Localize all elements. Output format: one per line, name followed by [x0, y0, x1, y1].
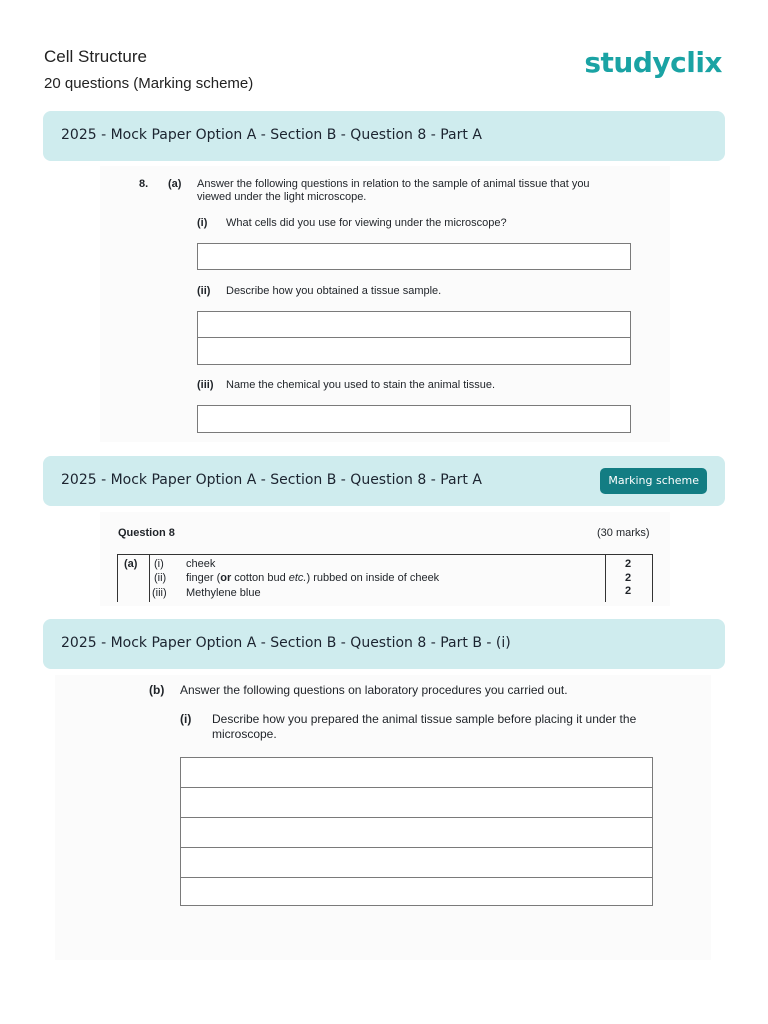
question-banner-8b [43, 619, 725, 669]
answer-box [197, 311, 631, 338]
item-number: (i) [197, 217, 208, 229]
item-text-line1: Describe how you prepared the animal tissue sample before placing it under the [212, 712, 637, 726]
question-part: (b) [149, 683, 165, 697]
question-paper-8a [100, 166, 670, 442]
table-row-number: (iii) [152, 587, 167, 599]
question-part: (a) [168, 178, 182, 190]
table-part: (a) [124, 558, 138, 570]
banner-title: 2025 - Mock Paper Option A - Section B - Question 8 - Part B - (i) [61, 635, 511, 651]
table-divider [149, 555, 150, 602]
answer-line-box [180, 817, 653, 848]
item-text: Name the chemical you used to stain the animal tissue. [226, 379, 496, 391]
answer-line-box [180, 757, 653, 788]
item-text: Describe how you obtained a tissue sample. [226, 285, 442, 297]
answer-box [197, 243, 631, 270]
document-title: Cell Structure [44, 47, 147, 66]
banner-title: 2025 - Mock Paper Option A - Section B - Question 8 - Part A [61, 472, 482, 488]
table-row-mark: 2 [625, 585, 632, 597]
banner-title: 2025 - Mock Paper Option A - Section B - Question 8 - Part A [61, 127, 482, 143]
marking-scheme-table [117, 554, 653, 602]
marking-scheme-heading: Question 8 [118, 527, 175, 539]
table-row-mark: 2 [625, 558, 632, 570]
item-number: (i) [180, 712, 192, 726]
item-text: What cells did you use for viewing under the microscope? [226, 217, 507, 229]
answer-line-box [180, 877, 653, 906]
marking-scheme-banner-8a [43, 456, 725, 506]
table-row-number: (ii) [154, 572, 167, 584]
question-intro-line2: viewed under the light microscope. [197, 191, 367, 203]
table-row-number: (i) [154, 558, 164, 570]
answer-box [197, 337, 631, 365]
item-number: (ii) [197, 285, 211, 297]
table-divider [605, 555, 606, 602]
document-subtitle: 20 questions (Marking scheme) [44, 75, 254, 92]
table-row-mark: 2 [625, 572, 632, 584]
marks-total: (30 marks) [597, 527, 650, 539]
table-row-answer: finger (or cotton bud etc.) rubbed on inside of cheek [186, 572, 440, 584]
item-number: (iii) [197, 379, 214, 391]
question-number: 8. [139, 178, 149, 190]
question-intro: Answer the following questions on laboratory procedures you carried out. [180, 683, 568, 697]
item-text-line2: microscope. [212, 727, 277, 741]
studyclix-logo[interactable]: studyclix [584, 46, 722, 79]
answer-box [197, 405, 631, 433]
marking-scheme-button[interactable]: Marking scheme [600, 468, 707, 494]
answer-line-box [180, 787, 653, 818]
answer-line-box [180, 847, 653, 878]
question-banner-8a [43, 111, 725, 161]
question-intro-line1: Answer the following questions in relation to the sample of animal tissue that you [197, 178, 590, 190]
table-row-answer: cheek [186, 558, 216, 570]
table-row-answer: Methylene blue [186, 587, 261, 599]
